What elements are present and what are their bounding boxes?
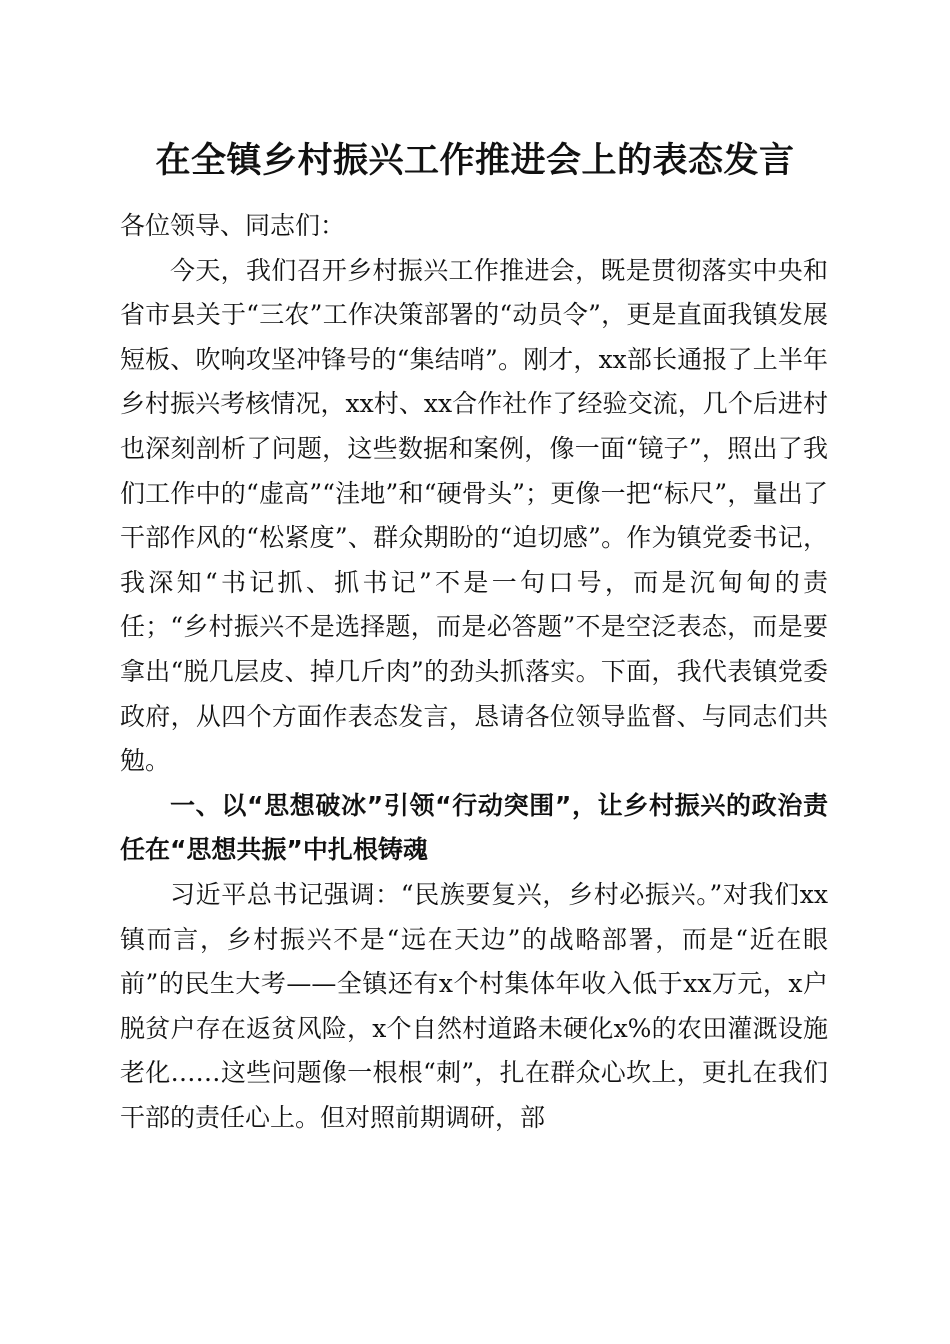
intro-paragraph: 今天，我们召开乡村振兴工作推进会，既是贯彻落实中央和省市县关于“三农”工作决策部署的“动员令”，更是直面我镇发展短板、吹响攻坚冲锋号的“集结哨”。刚才，xx部长通报了上半年乡村振兴考核情况，xx村、xx合作社作了经验交流，几个后进村也深刻剖析了问题，这些数据和案例，像一面“镜子”，照出了我们工作中的“虚高”“洼地”和“硬骨头”；更像一把“标尺”，量出了干部作风的“松紧度”、群众期盼的“迫切感”。作为镇党委书记，我深知“书记抓、抓书记”不是一句口号，而是沉甸甸的责任；“乡村振兴不是选择题，而是必答题”不是空泛表态，而是要拿出“脱几层皮、掉几斤肉”的劲头抓落实。下面，我代表镇党委政府，从四个方面作表态发言，恳请各位领导监督、与同志们共勉。 — [120, 255, 828, 776]
document-body — [120, 204, 828, 1140]
section-heading: 一、以“思想破冰”引领“行动突围”，让乡村振兴的政治责任在“思想共振”中扎根铸魂 — [120, 790, 828, 865]
salutation: 各位领导、同志们： — [120, 211, 346, 240]
document-title: 在全镇乡村振兴工作推进会上的表态发言 — [155, 140, 795, 181]
section-paragraph: 习近平总书记强调：“民族要复兴，乡村必振兴。”对我们xx镇而言，乡村振兴不是“远在天边”的战略部署，而是“近在眼前”的民生大考——全镇还有x个村集体年收入低于xx万元，x户脱贫户存在返贫风险，x个自然村道路未硬化x%的农田灌溉设施老化……这些问题像一根根“刺”，扎在群众心坎上，更扎在我们干部的责任心上。但对照前期调研，部 — [120, 879, 828, 1132]
